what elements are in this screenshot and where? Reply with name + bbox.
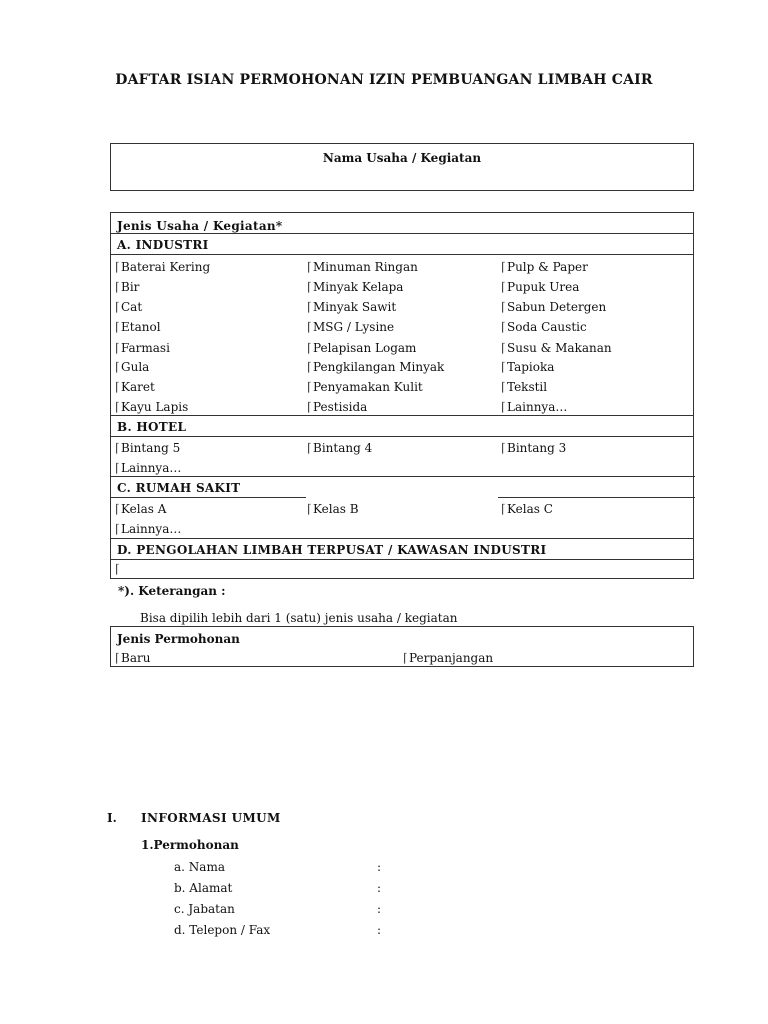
jenis-usaha-header: Jenis Usaha / Kegiatan* xyxy=(117,219,283,233)
checkbox-pelapisan-logam[interactable]: ⌈Pelapisan Logam xyxy=(307,341,417,355)
divider xyxy=(111,538,693,539)
field-alamat-label: b. Alamat xyxy=(174,881,233,895)
checkbox-tapioka[interactable]: ⌈Tapioka xyxy=(501,360,555,374)
checkbox-kelas-c[interactable]: ⌈Kelas C xyxy=(501,502,553,516)
checkbox-bracket-icon: ⌈ xyxy=(307,380,312,394)
field-nama-label: a. Nama xyxy=(174,860,225,874)
checkbox-pestisida[interactable]: ⌈Pestisida xyxy=(307,400,368,414)
checkbox-bracket-icon: ⌈ xyxy=(307,341,312,355)
checkbox-cat[interactable]: ⌈Cat xyxy=(115,300,143,314)
checkbox-bintang-4[interactable]: ⌈Bintang 4 xyxy=(307,441,373,455)
checkbox-etanol[interactable]: ⌈Etanol xyxy=(115,320,161,334)
checkbox-bracket-icon: ⌈ xyxy=(501,280,506,294)
checkbox-bracket-icon: ⌈ xyxy=(307,280,312,294)
checkbox-susu-makanan[interactable]: ⌈Susu & Makanan xyxy=(501,341,612,355)
checkbox-gula[interactable]: ⌈Gula xyxy=(115,360,150,374)
checkbox-bracket-icon: ⌈ xyxy=(307,441,312,455)
jenis-permohonan-label: Jenis Permohonan xyxy=(117,632,240,646)
document-title: DAFTAR ISIAN PERMOHONAN IZIN PEMBUANGAN LIMBAH CAIR xyxy=(115,72,653,88)
checkbox-sabun-detergen[interactable]: ⌈Sabun Detergen xyxy=(501,300,607,314)
divider xyxy=(111,497,306,498)
divider xyxy=(111,233,693,234)
checkbox-bracket-icon: ⌈ xyxy=(115,502,120,516)
checkbox-kawasan[interactable] xyxy=(115,562,121,576)
checkbox-bracket-icon: ⌈ xyxy=(115,300,120,314)
checkbox-bracket-icon: ⌈ xyxy=(115,280,120,294)
checkbox-bracket-icon: ⌈ xyxy=(501,260,506,274)
checkbox-bracket-icon: ⌈ xyxy=(115,400,120,414)
section-title: INFORMASI UMUM xyxy=(141,811,281,825)
field-jabatan-colon[interactable]: : xyxy=(377,902,382,916)
permohonan-heading: 1.Permohonan xyxy=(141,838,239,852)
keterangan-label: *). Keterangan : xyxy=(118,584,226,598)
checkbox-bracket-icon: ⌈ xyxy=(115,360,120,374)
divider xyxy=(111,415,693,416)
field-jabatan-label: c. Jabatan xyxy=(174,902,235,916)
checkbox-bintang-3[interactable]: ⌈Bintang 3 xyxy=(501,441,567,455)
checkbox-bracket-icon: ⌈ xyxy=(501,380,506,394)
field-nama-colon[interactable]: : xyxy=(377,860,382,874)
checkbox-minuman-ringan[interactable]: ⌈Minuman Ringan xyxy=(307,260,418,274)
checkbox-bracket-icon: ⌈ xyxy=(501,300,506,314)
checkbox-bracket-icon: ⌈ xyxy=(403,651,408,665)
divider xyxy=(111,254,693,255)
checkbox-kayu-lapis[interactable]: ⌈Kayu Lapis xyxy=(115,400,189,414)
checkbox-bracket-icon: ⌈ xyxy=(307,260,312,274)
checkbox-baru[interactable]: ⌈Baru xyxy=(115,651,151,665)
checkbox-bracket-icon: ⌈ xyxy=(115,320,120,334)
checkbox-perpanjangan[interactable]: ⌈Perpanjangan xyxy=(403,651,494,665)
checkbox-minyak-kelapa[interactable]: ⌈Minyak Kelapa xyxy=(307,280,404,294)
checkbox-kelas-b[interactable]: ⌈Kelas B xyxy=(307,502,359,516)
checkbox-rumah-sakit-lainnya[interactable]: ⌈Lainnya… xyxy=(115,522,182,536)
checkbox-bracket-icon: ⌈ xyxy=(501,320,506,334)
divider xyxy=(498,497,695,498)
nama-usaha-box[interactable] xyxy=(110,143,694,191)
checkbox-bracket-icon: ⌈ xyxy=(307,300,312,314)
checkbox-karet[interactable]: ⌈Karet xyxy=(115,380,155,394)
checkbox-bracket-icon: ⌈ xyxy=(501,441,506,455)
checkbox-bir[interactable]: ⌈Bir xyxy=(115,280,140,294)
checkbox-bracket-icon: ⌈ xyxy=(501,360,506,374)
checkbox-bracket-icon: ⌈ xyxy=(307,400,312,414)
section-rumah-sakit-label: C. RUMAH SAKIT xyxy=(117,481,241,495)
checkbox-kelas-a[interactable]: ⌈Kelas A xyxy=(115,502,167,516)
section-industri-label: A. INDUSTRI xyxy=(117,238,209,252)
keterangan-text: Bisa dipilih lebih dari 1 (satu) jenis usaha / kegiatan xyxy=(140,611,458,625)
checkbox-bracket-icon: ⌈ xyxy=(501,502,506,516)
checkbox-bracket-icon: ⌈ xyxy=(115,522,120,536)
field-telepon-label: d. Telepon / Fax xyxy=(174,923,271,937)
checkbox-pupuk-urea[interactable]: ⌈Pupuk Urea xyxy=(501,280,580,294)
checkbox-bracket-icon: ⌈ xyxy=(115,260,120,274)
checkbox-bracket-icon: ⌈ xyxy=(115,441,120,455)
field-alamat-colon[interactable]: : xyxy=(377,881,382,895)
checkbox-msg-lysine[interactable]: ⌈MSG / Lysine xyxy=(307,320,395,334)
checkbox-penyamakan-kulit[interactable]: ⌈Penyamakan Kulit xyxy=(307,380,423,394)
section-hotel-label: B. HOTEL xyxy=(117,420,187,434)
divider xyxy=(111,476,498,477)
checkbox-bracket-icon: ⌈ xyxy=(501,400,506,414)
checkbox-bracket-icon: ⌈ xyxy=(307,502,312,516)
nama-usaha-label: Nama Usaha / Kegiatan xyxy=(322,151,482,165)
checkbox-bracket-icon: ⌈ xyxy=(307,320,312,334)
checkbox-industri-lainnya[interactable]: ⌈Lainnya… xyxy=(501,400,568,414)
checkbox-baterai-kering[interactable]: ⌈Baterai Kering xyxy=(115,260,211,274)
checkbox-farmasi[interactable]: ⌈Farmasi xyxy=(115,341,170,355)
field-telepon-colon[interactable]: : xyxy=(377,923,382,937)
checkbox-tekstil[interactable]: ⌈Tekstil xyxy=(501,380,548,394)
divider xyxy=(111,436,693,437)
divider xyxy=(111,559,693,560)
checkbox-hotel-lainnya[interactable]: ⌈Lainnya… xyxy=(115,461,182,475)
checkbox-bracket-icon: ⌈ xyxy=(501,341,506,355)
checkbox-bracket-icon: ⌈ xyxy=(115,341,120,355)
checkbox-pulp-paper[interactable]: ⌈Pulp & Paper xyxy=(501,260,588,274)
checkbox-bintang-5[interactable]: ⌈Bintang 5 xyxy=(115,441,181,455)
jenis-usaha-table xyxy=(110,212,694,579)
checkbox-bracket-icon: ⌈ xyxy=(115,562,120,576)
checkbox-bracket-icon: ⌈ xyxy=(115,380,120,394)
checkbox-bracket-icon: ⌈ xyxy=(115,651,120,665)
section-kawasan-label: D. PENGOLAHAN LIMBAH TERPUSAT / KAWASAN INDUSTRI xyxy=(117,543,547,557)
checkbox-bracket-icon: ⌈ xyxy=(115,461,120,475)
divider xyxy=(498,476,695,477)
checkbox-pengkilangan-minyak[interactable]: ⌈Pengkilangan Minyak xyxy=(307,360,445,374)
section-number: I. xyxy=(107,811,117,825)
checkbox-minyak-sawit[interactable]: ⌈Minyak Sawit xyxy=(307,300,397,314)
checkbox-bracket-icon: ⌈ xyxy=(307,360,312,374)
jenis-permohonan-box xyxy=(110,626,694,667)
checkbox-soda-caustic[interactable]: ⌈Soda Caustic xyxy=(501,320,587,334)
